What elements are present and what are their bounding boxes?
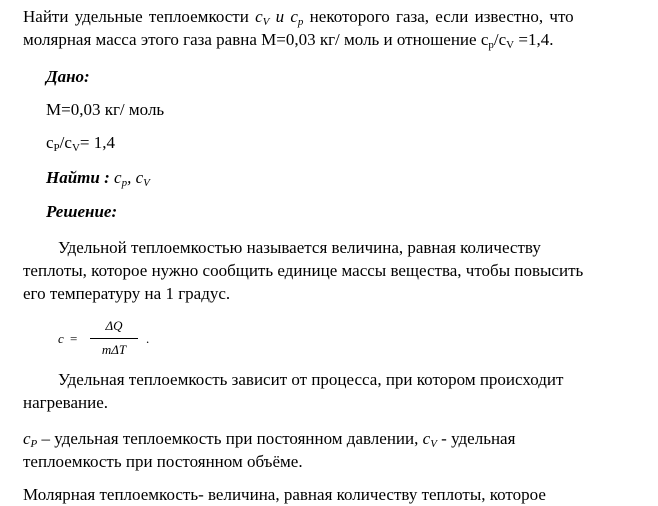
formula-equals: = (70, 331, 78, 346)
given-ratio: $c_P/c_V= 1,4$ (46, 133, 115, 154)
solution-p1-line-1: Удельной теплоемкостью называется величина, равная количеству (58, 238, 541, 257)
solution-p3-line-2: теплоемкость при постоянном объёме. (23, 452, 303, 471)
sub-v: V (506, 39, 515, 51)
solution-p4-line-1: Молярная теплоемкость- величина, равная количеству теплоты, которое (23, 485, 546, 504)
symbol-cp: $c_p$ (290, 7, 304, 28)
problem-text-2: молярная масса этого газа равна M=0,03 кг/ моль и отношение c (23, 30, 489, 49)
given-mass: M=0,03 кг/ моль (46, 100, 165, 119)
sub-p: p (488, 39, 494, 51)
solution-p1-line-2: теплоты, которое нужно сообщить единице массы вещества, чтобы повысить (23, 261, 584, 280)
solution-heading: Решение: (46, 202, 118, 221)
find-heading: Найти : (46, 168, 110, 187)
formula-period: . (146, 331, 150, 346)
problem-slash: /c (493, 30, 507, 49)
problem-conj: и (269, 7, 291, 26)
find-cv: , c (127, 168, 144, 187)
problem-text: Найти удельные теплоемкости (23, 7, 256, 26)
formula-lhs: c (58, 331, 64, 346)
given-heading: Дано: (46, 67, 90, 86)
formula-numerator: ΔQ (105, 318, 123, 333)
fraction-bar (90, 338, 138, 339)
find-cp: c (109, 168, 122, 187)
symbol-cv: $c_V$ (255, 7, 270, 28)
problem-line-2 (23, 29, 553, 51)
solution-p3-line-1: $c_P$ – удельная теплоемкость при постоянном давлении, $c_V$ - удельная (23, 429, 516, 450)
formula-denominator: mΔT (101, 342, 127, 357)
solution-p1-line-3: его температуру на 1 градус. (23, 284, 231, 303)
solution-p2-line-2: нагревание. (23, 393, 108, 412)
find-line: Найти : $c_p$, $c_V$ (46, 168, 150, 189)
problem-ratio: =1,4. (514, 30, 554, 49)
problem-text-end: некоторого газа, если известно, что (303, 7, 574, 26)
solution-p2-line-1: Удельная теплоемкость зависит от процесса, при котором происходит (58, 370, 564, 389)
problem-line-1 (23, 6, 574, 28)
